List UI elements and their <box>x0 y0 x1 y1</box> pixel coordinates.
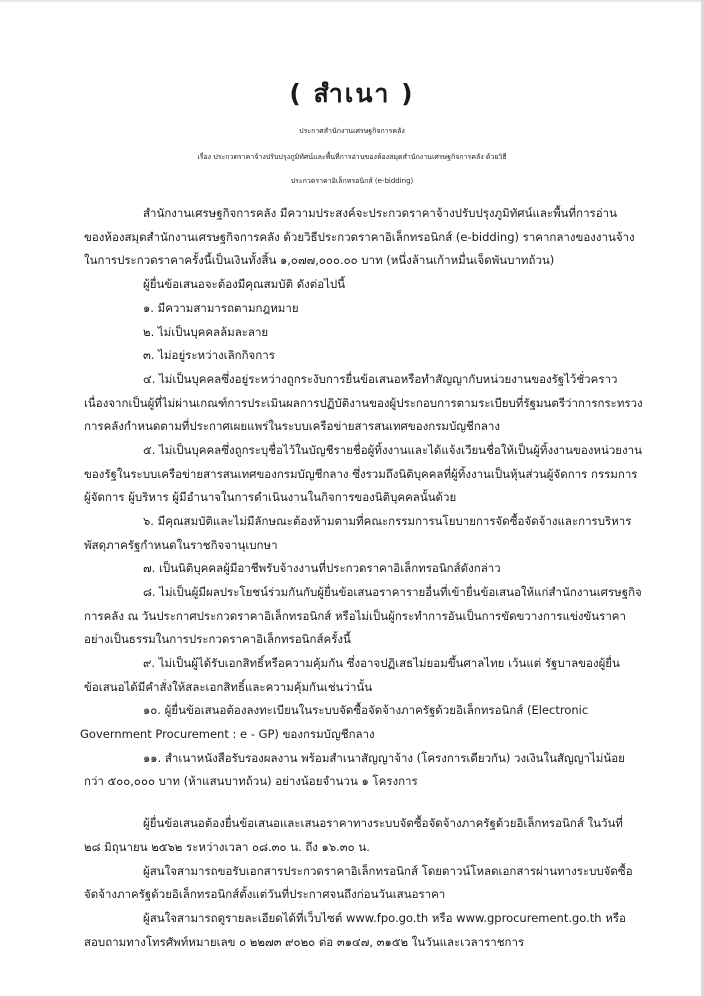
qualification-8-cont: อย่างเป็นธรรมในการประกวดราคาอิเล็กทรอนิกส์ครั้งนี้ <box>84 632 351 646</box>
qualification-3: ๓. ไม่อยู่ระหว่างเลิกกิจการ <box>143 348 275 362</box>
documents-line: จัดจ้างภาครัฐด้วยอิเล็กทรอนิกส์ตั้งแต่วันที่ประกาศจนถึงก่อนวันเสนอราคา <box>84 887 446 901</box>
qualification-8-cont: การคลัง ณ วันประกาศประกวดราคาอิเล็กทรอนิกส์ หรือไม่เป็นผู้กระทำการอันเป็นการขัดขวางการแข่งขันราคา <box>84 609 626 623</box>
qualification-10: ๑๐. ผู้ยื่นข้อเสนอต้องลงทะเบียนในระบบจัดซื้อจัดจ้างภาครัฐด้วยอิเล็กทรอนิกส์ (Electronic <box>143 703 589 717</box>
qualification-11-cont: กว่า ๕๐๐,๐๐๐ บาท (ห้าแสนบาทถ้วน) อย่างน้อยจำนวน ๑ โครงการ <box>84 774 418 788</box>
documents-line: ผู้สนใจสามารถขอรับเอกสารประกวดราคาอิเล็กทรอนิกส์ โดยดาวน์โหลดเอกสารผ่านทางระบบจัดซื้อ <box>143 864 633 878</box>
qualification-8: ๘. ไม่เป็นผู้มีผลประโยชน์ร่วมกันกับผู้ยื่นข้อเสนอราคารายอื่นที่เข้ายื่นข้อเสนอให้แก่สำนักงานเศรษฐกิจ <box>143 585 642 599</box>
announcement-subject: เรื่อง ประกวดราคาจ้างปรับปรุงภูมิทัศน์และพื้นที่การอ่านของห้องสมุดสำนักงานเศรษฐกิจการคลัง ด้วยวิธี <box>197 153 507 161</box>
qualification-1: ๑. มีความสามารถตามกฎหมาย <box>143 301 299 315</box>
announcement-subject-cont: ประกวดราคาอิเล็กทรอนิกส์ (e-bidding) <box>290 177 414 185</box>
contact-line: ผู้สนใจสามารถดูรายละเอียดได้ที่เว็บไซต์ www.fpo.go.th หรือ www.gprocurement.go.th หรือ <box>143 911 626 925</box>
qualification-4: ๔. ไม่เป็นบุคคลซึ่งอยู่ระหว่างถูกระงับการยื่นข้อเสนอหรือทำสัญญากับหน่วยงานของรัฐไว้ชั่วคราว <box>143 372 618 386</box>
intro-line: สำนักงานเศรษฐกิจการคลัง มีความประสงค์จะประกวดราคาจ้างปรับปรุงภูมิทัศน์และพื้นที่การอ่าน <box>143 206 617 220</box>
qualification-7: ๗. เป็นนิติบุคคลผู้มีอาชีพรับจ้างงานที่ประกวดราคาอิเล็กทรอนิกส์ดังกล่าว <box>143 561 501 575</box>
scan-top-edge <box>0 0 704 2</box>
qualification-2: ๒. ไม่เป็นบุคคลล้มละลาย <box>143 325 269 339</box>
copy-stamp-heading: ( สำเนา ) <box>289 79 415 108</box>
qualification-6: ๖. มีคุณสมบัติและไม่มีลักษณะต้องห้ามตามที่คณะกรรมการนโยบายการจัดซื้อจัดจ้างและการบริหาร <box>143 514 632 528</box>
contact-phone-line: สอบถามทางโทรศัพท์หมายเลข ๐ ๒๒๗๓ ๙๐๒๐ ต่อ ๓๑๔๗, ๓๑๕๒ ในวันและเวลาราชการ <box>84 935 525 949</box>
qualification-9-cont: ข้อเสนอได้มีคำสั่งให้สละเอกสิทธิ์และความคุ้มกันเช่นว่านั้น <box>84 680 373 694</box>
qualification-11: ๑๑. สำเนาหนังสือรับรองผลงาน พร้อมสำเนาสัญญาจ้าง (โครงการเดียวกัน) วงเงินในสัญญาไม่น้อย <box>143 751 625 765</box>
qualification-10-cont: Government Procurement : e - GP) ของกรมบัญชีกลาง <box>80 727 375 741</box>
qualifications-intro: ผู้ยื่นข้อเสนอจะต้องมีคุณสมบัติ ดังต่อไปนี้ <box>143 277 346 291</box>
qualification-4-cont: เนื่องจากเป็นผู้ที่ไม่ผ่านเกณฑ์การประเมินผลการปฏิบัติงานของผู้ประกอบการตามระเบียบที่รัฐมนตรีว่าการกระทรวง <box>84 396 643 410</box>
intro-line: ของห้องสมุดสำนักงานเศรษฐกิจการคลัง ด้วยวิธีประกวดราคาอิเล็กทรอนิกส์ (e-bidding) ราคากลางของงานจ้าง <box>84 230 635 244</box>
qualification-5-cont: ผู้จัดการ ผู้บริหาร ผู้มีอำนาจในการดำเนินงานในกิจการของนิติบุคคลนั้นด้วย <box>84 490 457 504</box>
qualification-5-cont: ของรัฐในระบบเครือข่ายสารสนเทศของกรมบัญชีกลาง ซึ่งรวมถึงนิติบุคคลที่ผู้ทิ้งงานเป็นหุ้นส่วนผู้จัดการ กรรมการ <box>84 467 638 481</box>
qualification-9: ๙. ไม่เป็นผู้ได้รับเอกสิทธิ์หรือความคุ้มกัน ซึ่งอาจปฏิเสธไม่ยอมขึ้นศาลไทย เว้นแต่ รัฐบาลของผู้ยื่น <box>143 656 620 670</box>
announcement-issuer: ประกาศสำนักงานเศรษฐกิจการคลัง <box>299 127 405 135</box>
intro-line: ในการประกวดราคาครั้งนี้เป็นเงินทั้งสิ้น ๑,๐๗๗,๐๐๐.๐๐ บาท (หนึ่งล้านเก้าหมื่นเจ็ดพันบาทถ้วน) <box>84 253 555 267</box>
qualification-4-cont: การคลังกำหนดตามที่ประกาศเผยแพร่ในระบบเครือข่ายสารสนเทศของกรมบัญชีกลาง <box>84 419 500 433</box>
qualification-5: ๕. ไม่เป็นบุคคลซึ่งถูกระบุชื่อไว้ในบัญชีรายชื่อผู้ทิ้งงานและได้แจ้งเวียนชื่อให้เป็นผู้ทิ้งงานของหน่วยงาน <box>143 443 642 457</box>
submission-line: ผู้ยื่นข้อเสนอต้องยื่นข้อเสนอและเสนอราคาทางระบบจัดซื้อจัดจ้างภาครัฐด้วยอิเล็กทรอนิกส์ ในวันที่ <box>143 816 623 830</box>
submission-date-line: ๒๘ มิถุนายน ๒๕๖๒ ระหว่างเวลา ๐๘.๓๐ น. ถึง ๑๖.๓๐ น. <box>84 840 370 854</box>
qualification-6-cont: พัสดุภาครัฐกำหนดในราชกิจจานุเบกษา <box>84 538 278 552</box>
